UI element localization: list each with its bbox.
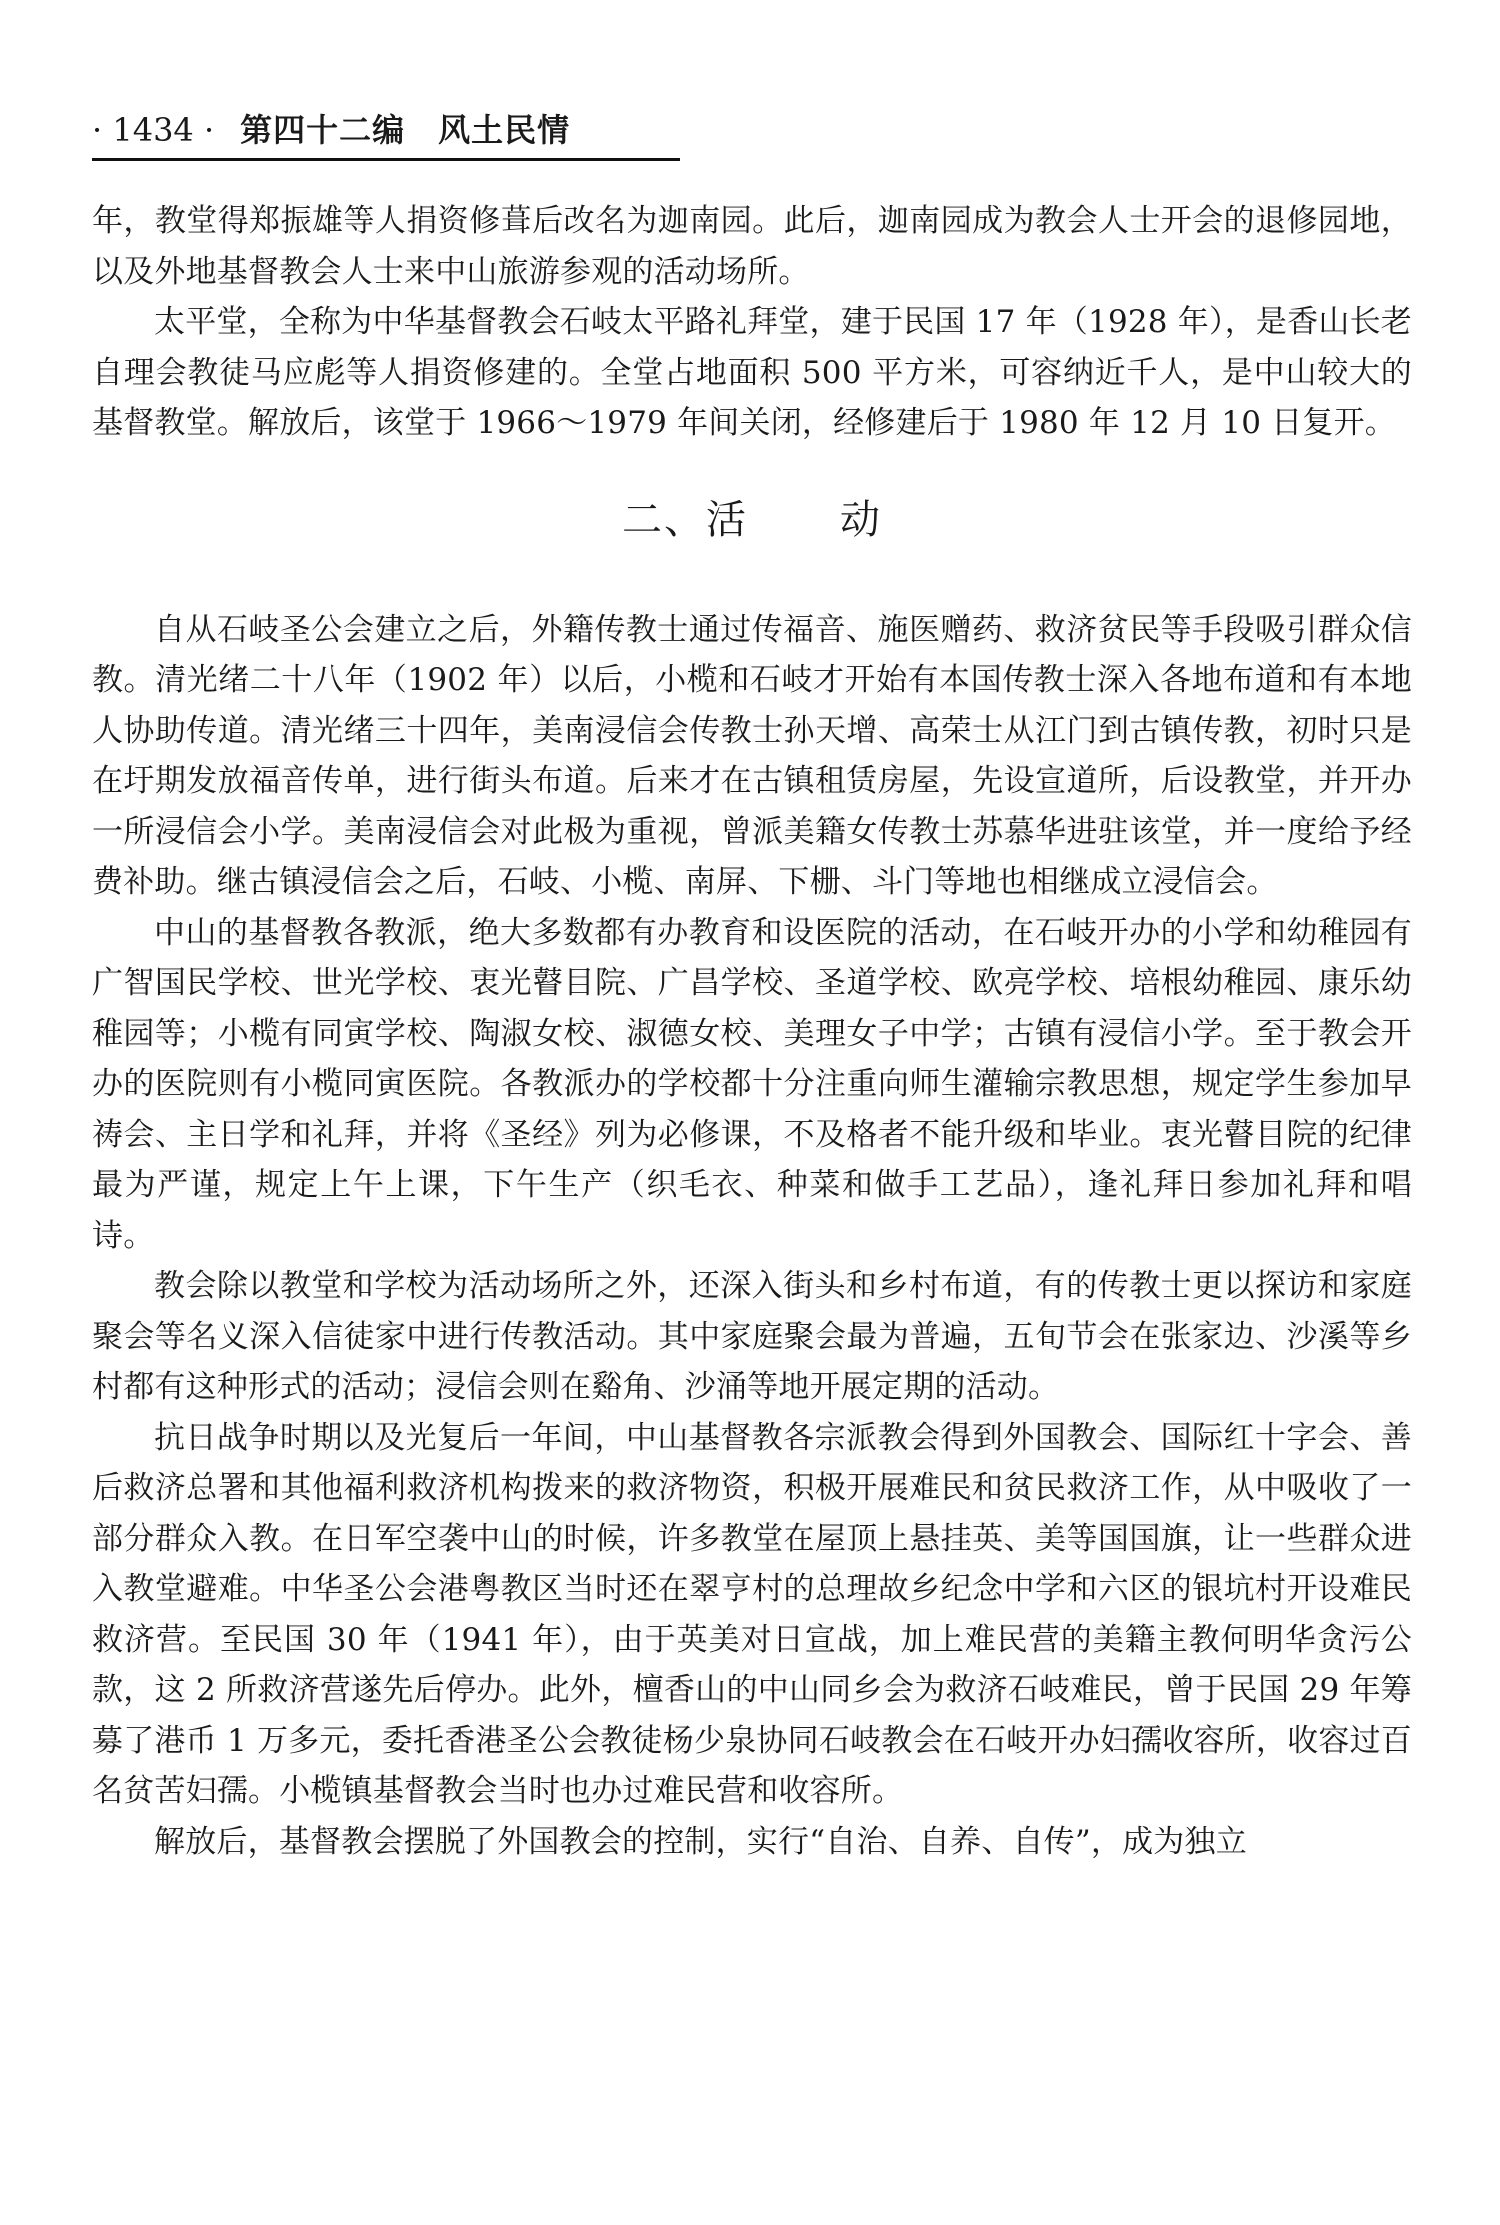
chapter-title: 第四十二编 风土民情 [240,111,571,149]
paragraph: 自从石岐圣公会建立之后，外籍传教士通过传福音、施医赠药、救济贫民等手段吸引群众信教。清光绪二十八年（1902 年）以后，小榄和石岐才开始有本国传教士深入各地布道和有本地人协助传道。清光绪三十四年，美南浸信会传教士孙天增、高荣士从江门到古镇传教，初时只是在圩期发放福音传单，进行街头布道。后来才在古镇租赁房屋，先设宣道所，后设教堂，并开办一所浸信会小学。美南浸信会对此极为重视，曾派美籍女传教士苏慕华进驻该堂，并一度给予经费补助。继古镇浸信会之后，石岐、小榄、南屏、下栅、斗门等地也相继成立浸信会。 [92,611,1412,900]
paragraph: 抗日战争时期以及光复后一年间，中山基督教各宗派教会得到外国教会、国际红十字会、善后救济总署和其他福利救济机构拨来的救济物资，积极开展难民和贫民救济工作，从中吸收了一部分群众入教。在日军空袭中山的时候，许多教堂在屋顶上悬挂英、美等国国旗，让一些群众进入教堂避难。中华圣公会港粤教区当时还在翠亨村的总理故乡纪念中学和六区的银坑村开设难民救济营。至民国 30 年（1941 年），由于英美对日宣战，加上难民营的美籍主教何明华贪污公款，这 2 所救济营遂先后停办。此外，檀香山的中山同乡会为救济石岐难民，曾于民国 29 年筹募了港币 1 万多元，委托香港圣公会教徒杨少泉协同石岐教会在石岐开办妇孺收容所，收容过百名贫苦妇孺。小榄镇基督教会当时也办过难民营和收容所。 [92,1419,1412,1809]
section-heading-left: 二、活 [622,496,748,543]
running-header [92,108,680,161]
paragraph: 中山的基督教各教派，绝大多数都有办教育和设医院的活动，在石岐开办的小学和幼稚园有广智国民学校、世光学校、衷光瞽目院、广昌学校、圣道学校、欧亮学校、培根幼稚园、康乐幼稚园等；小榄有同寅学校、陶淑女校、淑德女校、美理女子中学；古镇有浸信小学。至于教会开办的医院则有小榄同寅医院。各教派办的学校都十分注重向师生灌输宗教思想，规定学生参加早祷会、主日学和礼拜，并将《圣经》列为必修课，不及格者不能升级和毕业。衷光瞽目院的纪律最为严谨，规定上午上课，下午生产（织毛衣、种菜和做手工艺品），逢礼拜日参加礼拜和唱诗。 [92,914,1412,1254]
section-heading-right: 动 [840,496,882,543]
paragraph: 解放后，基督教会摆脱了外国教会的控制，实行“自治、自养、自传”，成为独立 [154,1823,1247,1860]
paragraph-taiping-church: 太平堂，全称为中华基督教会石岐太平路礼拜堂，建于民国 17 年（1928 年），是香山长老自理会教徒马应彪等人捐资修建的。全堂占地面积 500 平方米，可容纳近千人，是中山较大的基督教堂。解放后，该堂于 1966～1979 年间关闭，经修建后于 1980 年 12 月 10 日复开。 [92,304,1412,441]
body-text [92,196,1412,1867]
paragraph-continuation: 年，教堂得郑振雄等人捐资修葺后改名为迦南园。此后，迦南园成为教会人士开会的退修园地，以及外地基督教会人士来中山旅游参观的活动场所。 [92,203,1412,290]
page-number: · 1434 · [92,111,215,149]
section-heading [92,485,1412,555]
paragraph: 教会除以教堂和学校为活动场所之外，还深入街头和乡村布道，有的传教士更以探访和家庭聚会等名义深入信徒家中进行传教活动。其中家庭聚会最为普遍，五旬节会在张家边、沙溪等乡村都有这种形式的活动；浸信会则在谿角、沙涌等地开展定期的活动。 [92,1268,1412,1405]
